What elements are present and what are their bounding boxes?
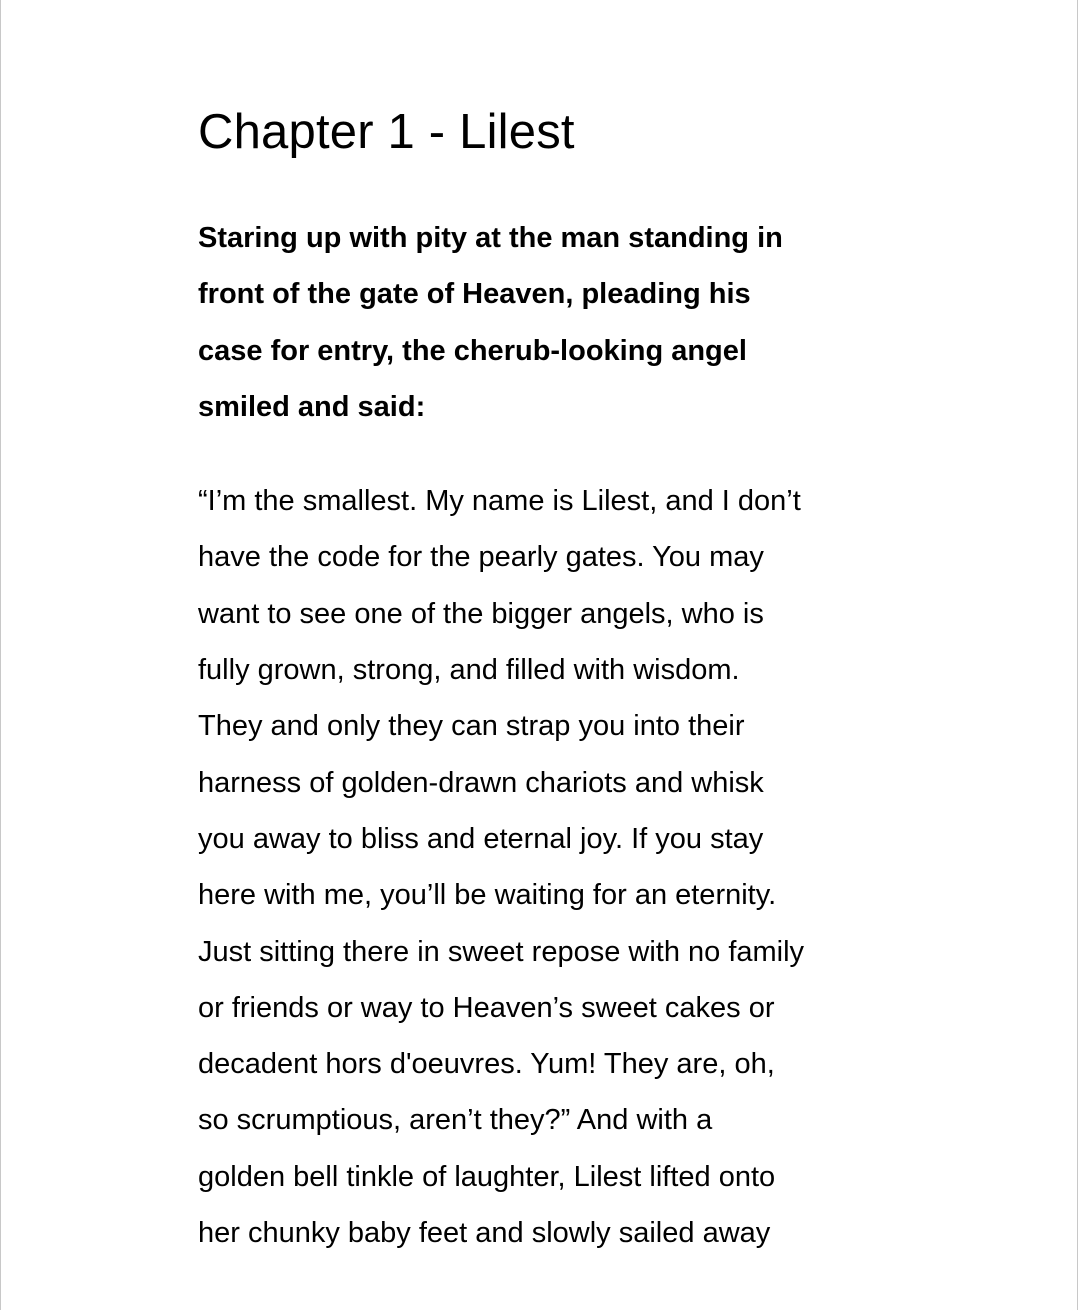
lead-line: case for entry, the cherub-looking angel — [198, 334, 747, 367]
body-line: fully grown, strong, and filled with wisdom. — [198, 654, 740, 687]
body-line: have the code for the pearly gates. You may — [198, 541, 764, 574]
body-line: decadent hors d'oeuvres. Yum! They are, oh, — [198, 1048, 775, 1081]
body-line: here with me, you’ll be waiting for an eternity. — [198, 879, 777, 912]
body-line: Just sitting there in sweet repose with no family — [198, 935, 805, 968]
lead-line: smiled and said: — [198, 390, 426, 423]
lead-line: Staring up with pity at the man standing in — [198, 222, 783, 254]
lead-paragraph — [198, 210, 898, 435]
body-line: harness of golden-drawn chariots and whisk — [198, 766, 764, 799]
document-content — [198, 100, 898, 1261]
body-line: you away to bliss and eternal joy. If you stay — [198, 822, 764, 855]
body-line: “I’m the smallest. My name is Lilest, and I don’t — [198, 485, 801, 518]
body-line: They and only they can strap you into their — [198, 710, 745, 743]
body-line: want to see one of the bigger angels, who is — [198, 597, 764, 630]
body-line: or friends or way to Heaven’s sweet cakes or — [198, 991, 775, 1024]
body-line: her chunky baby feet and slowly sailed away — [198, 1217, 771, 1250]
body-line: golden bell tinkle of laughter, Lilest lifted onto — [198, 1160, 776, 1193]
body-paragraph — [198, 473, 898, 1261]
body-line: so scrumptious, aren’t they?” And with a — [198, 1104, 713, 1137]
lead-line: front of the gate of Heaven, pleading his — [198, 278, 751, 311]
chapter-title: Chapter 1 - Lilest — [198, 105, 575, 159]
